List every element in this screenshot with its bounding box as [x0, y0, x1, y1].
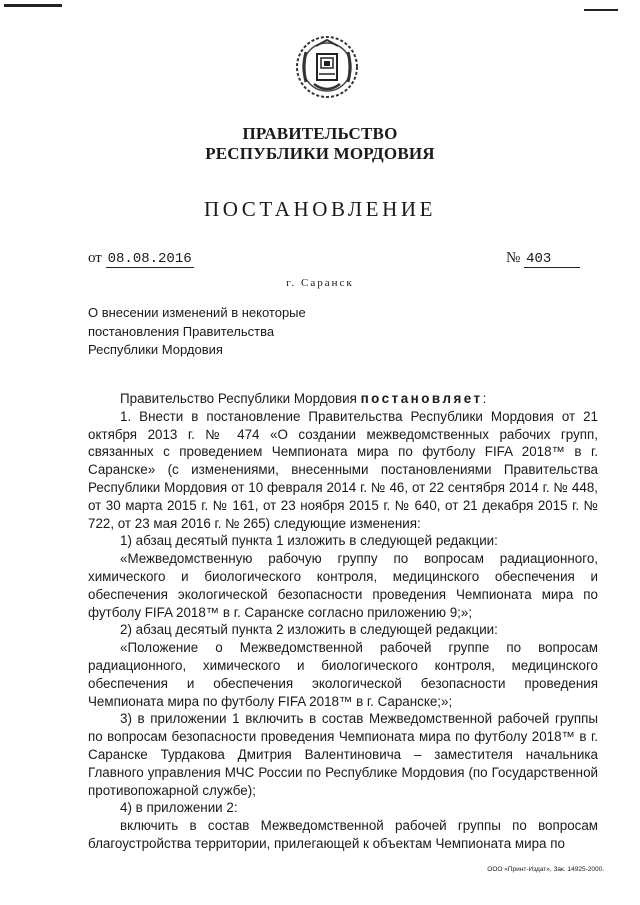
body-paragraph: 1) абзац десятый пункта 1 изложить в следующей редакции:	[120, 533, 498, 549]
number-prefix: №	[506, 250, 521, 266]
date-prefix: от	[88, 250, 102, 266]
body-paragraph: «Положение о Межведомственной рабочей группе по вопросам радиационного, химического и биологического контроля, медицинского обеспечения и обеспечения экологической безопасности проведения Чемпионата мира по футболу FIFA 2018™ в г. Саранске;»;	[88, 640, 598, 709]
republic-title: РЕСПУБЛИКИ МОРДОВИЯ	[205, 144, 435, 163]
scan-mark-left	[4, 4, 62, 7]
intro-text: Правительство Республики Мордовия	[120, 391, 357, 406]
body-paragraph: 4) в приложении 2:	[120, 800, 238, 816]
city-line: г. Саранск	[286, 277, 354, 289]
subject-line: Республики Мордовия	[88, 342, 223, 357]
body-paragraph: «Межведомственную рабочую группу по вопросам радиационного, химического и биологического контроля, медицинского обеспечения и обеспечения экологической безопасности проведения Чемпионата мира по футболу FIFA 2018™ в г. Саранске согласно приложению 9;»;	[88, 551, 598, 620]
number-value: 403	[524, 251, 580, 268]
body-paragraph: 1. Внести в постановление Правительства Республики Мордовия от 21 октября 2013 г. № 474 «О создании межведомственных рабочих групп, связанных с проведением Чемпионата мира по футболу FIFA 2018™ в г. Саранске» (с изменениями, внесенными постановлениями Правительства Республики Мордовия от 10 февраля 2014 г. № 46, от 22 сентября 2014 г. № 448, от 30 марта 2015 г. № 161, от 23 ноября 2015 г. № 640, от 21 декабря 2015 г. № 722, от 23 мая 2016 г. № 265) следующие изменения:	[88, 408, 598, 531]
document-subject	[88, 304, 388, 360]
document-type: ПОСТАНОВЛЕНИЕ	[203, 197, 437, 221]
subject-line: постановления Правительства	[88, 323, 275, 339]
subject-line: О внесении изменений в некоторые	[88, 305, 306, 320]
date-value: 08.08.2016	[107, 251, 192, 267]
printer-imprint: ООО «Принт-Издат», Зак. 14925-2000.	[487, 866, 604, 873]
body-paragraph: включить в состав Межведомственной рабочей группы по вопросам благоустройства территории, прилегающей к объектам Чемпионата мира по	[88, 818, 598, 851]
intro-paragraph	[88, 390, 598, 408]
intro-colon: :	[482, 391, 487, 406]
document-number	[506, 250, 580, 268]
scan-mark-right	[584, 9, 618, 11]
government-title: ПРАВИТЕЛЬСТВО	[242, 124, 398, 143]
body-paragraph: 3) в приложении 1 включить в состав Межведомственной рабочей группы по вопросам безопасности проведения Чемпионата мира по футболу 2018™ в г. Саранске Турдакова Дмитрия Валентиновича – заместителя начальника Главного управления МЧС России по Республике Мордовия (по Государственной противопожарной службе);	[88, 711, 598, 798]
intro-verb: постановляет	[360, 391, 483, 406]
body-paragraph: 2) абзац десятый пункта 2 изложить в следующей редакции:	[120, 622, 498, 638]
document-body	[88, 390, 598, 853]
coat-of-arms-icon	[292, 32, 362, 102]
document-date	[88, 250, 194, 268]
